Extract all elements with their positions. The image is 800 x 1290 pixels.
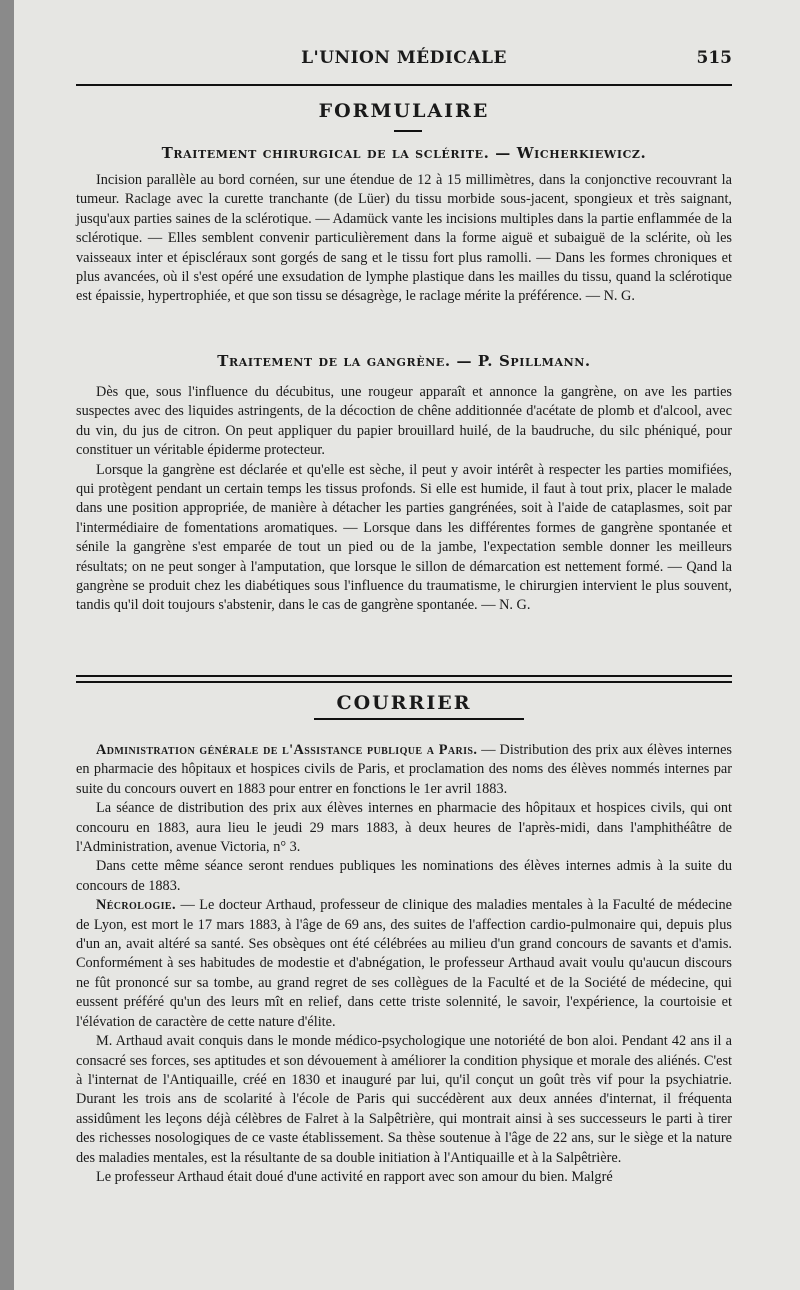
admin-lead: Administration générale de l'Assistance publique a Paris. xyxy=(96,742,478,758)
gangrene-paragraph-1: Dès que, sous l'influence du décubitus, une rougeur apparaît et annonce la gangrène, on ave les parties suspectes avec des liquides astringents, de la décoction de chêne additionnée d'acétate de plomb et d'alcool, avec du vin, du jus de citron. On peut appliquer du papier brouillard huilé, de la baudruche, du silc phéniqué, pour constituer un véritable épiderme protecteur. xyxy=(76,384,732,459)
admin-paragraph-1 xyxy=(76,741,732,799)
sclerite-text xyxy=(76,171,732,307)
section-double-rule-top xyxy=(76,675,732,677)
gangrene-paragraph-2: Lorsque la gangrène est déclarée et qu'elle est sèche, il peut y avoir intérêt à respecter les parties momifiées, qui protègent pendant un certain temps les tissus profonds. Si elle est humide, il faut à tout prix, placer le malade dans une position appropriée, de manière à détacher les parties gangrénées, soit à l'aide de cataplasmes, soit par l'intermédiaire de fomentations aromatiques. — Lorsque dans les différentes formes de gangrène spontanée et sénile la gangrène s'est emparée de tout un pied ou de la jambe, l'expectation semble donner les meilleurs résultats; on ne peut songer à l'amputation, que lorsque le sillon de démarcation est nettement formé. — Qand la gangrène se produit chez les diabétiques sous l'influence du traumatisme, le chirurgien intervient le plus souvent, tandis qu'il doit toujours s'abstenir, dans le cas de gangrène spontanée. — N. G. xyxy=(76,461,732,614)
courrier-title: COURRIER xyxy=(336,692,472,714)
journal-page xyxy=(14,0,800,1290)
necro-paragraph-1 xyxy=(76,896,732,1032)
page-number: 515 xyxy=(696,48,732,68)
admin-paragraph-1-text: — Distribution des prix aux élèves internes en pharmacie des hôpitaux et hospices civils de Paris, et proclamation des noms des élèves nommés internes par suite du concours ouvert en 1883 pour entrer en fonctions le 1er avril 1883. xyxy=(76,742,732,797)
necro-paragraph-2: M. Arthaud avait conquis dans le monde médico-psychologique une notoriété de bon aloi. Pendant 42 ans il a consacré ses forces, ses aptitudes et son dévouement à améliorer la condition physique et morale des aliénés. C'est à l'internat de l'Antiquaille, créé en 1830 et inauguré par lui, qu'il conçut un goût très vif pour la psychiatrie. Durant les trois ans de scolarité à l'école de Paris qui succédèrent aux deux années d'internat, il fréquenta assidûment les leçons déjà célèbres de Falret à la Salpêtrière, qui montrait ainsi à ses successeurs le parti à tirer des richesses nosologiques de ce vaste établissement. Sa thèse soutenue à l'âge de 22 ans, sur le siège et la nature des maladies mentales, est la résultante de sa double initiation à l'Antiquaille et à la Salpêtrière. xyxy=(76,1033,732,1166)
formulaire-title-dash xyxy=(394,130,422,132)
necro-paragraph-3: Le professeur Arthaud était doué d'une activité en rapport avec son amour du bien. Malgré xyxy=(96,1168,613,1185)
admin-paragraph-3: Dans cette même séance seront rendues publiques les nominations des élèves internes admis à la suite du concours de 1883. xyxy=(76,858,732,894)
admin-paragraph-2: La séance de distribution des prix aux élèves internes en pharmacie des hôpitaux et hospices civils, qui ont concouru en 1883, aura lieu le jeudi 29 mars 1883, à deux heures de l'après-midi, dans l'amphithéâtre de l'Administration, avenue Victoria, n° 3. xyxy=(76,800,732,856)
running-head xyxy=(76,48,732,78)
section-double-rule-bottom xyxy=(76,681,732,683)
formulaire-title: FORMULAIRE xyxy=(318,100,490,122)
courrier-text xyxy=(76,741,732,1187)
courrier-title-underline xyxy=(314,718,524,720)
header-rule xyxy=(76,84,732,86)
gangrene-text xyxy=(76,383,732,616)
necro-lead: Nécrologie. xyxy=(96,897,176,914)
necro-paragraph-1-text: — Le docteur Arthaud, professeur de clinique des maladies mentales à la Faculté de médecine de Lyon, est mort le 17 mars 1883, à l'âge de 69 ans, des suites de l'affection cardio-pulmonaire qui, depuis plus d'un an, avait altéré sa santé. Ses obsèques ont été célébrées au milieu d'un grand concours de savants et d'amis. Conformément à ses habitudes de modestie et d'abnégation, le professeur Arthaud avait voulu qu'aucun discours ne fût prononcé sur sa tombe, au grand regret de ses collègues de la Faculté et de la Société de médecine, qui eussent préféré qu'un des leurs mît en relief, dans cette triste solennité, le savoir, l'expérience, la courtoisie et l'élévation de caractère de cette nature d'élite. xyxy=(76,897,732,1030)
sclerite-paragraph: Incision parallèle au bord cornéen, sur une étendue de 12 à 15 millimètres, dans la conjonctive recouvrant la tumeur. Raclage avec la curette tranchante (de Lüer) du tissu morbide sous-jacent, spongieux et très saignant, jusqu'aux parties saines de la sclérotique. — Adamück vante les incisions multiples dans la partie enflammée de la sclérotique. — Elles semblent convenir particulièrement dans la forme aiguë et subaiguë de la sclérite, où les vaisseaux inter et épiscléraux sont gorgés de sang et le tissu fort plus ramolli. — Dans les formes chroniques et plus avancées, où il s'est opéré une exsudation de lymphe plastique dans les mailles du tissu, quand la sclérotique est épaissie, hypertrophiée, et que son tissu se désagrège, le raclage mérite la préférence. — N. G. xyxy=(76,172,732,305)
sclerite-heading: Traitement chirurgical de la sclérite. — Wicherkiewicz. xyxy=(161,144,647,162)
gangrene-heading: Traitement de la gangrène. — P. Spillmann. xyxy=(217,352,591,370)
journal-name: L'UNION MÉDICALE xyxy=(301,48,507,68)
